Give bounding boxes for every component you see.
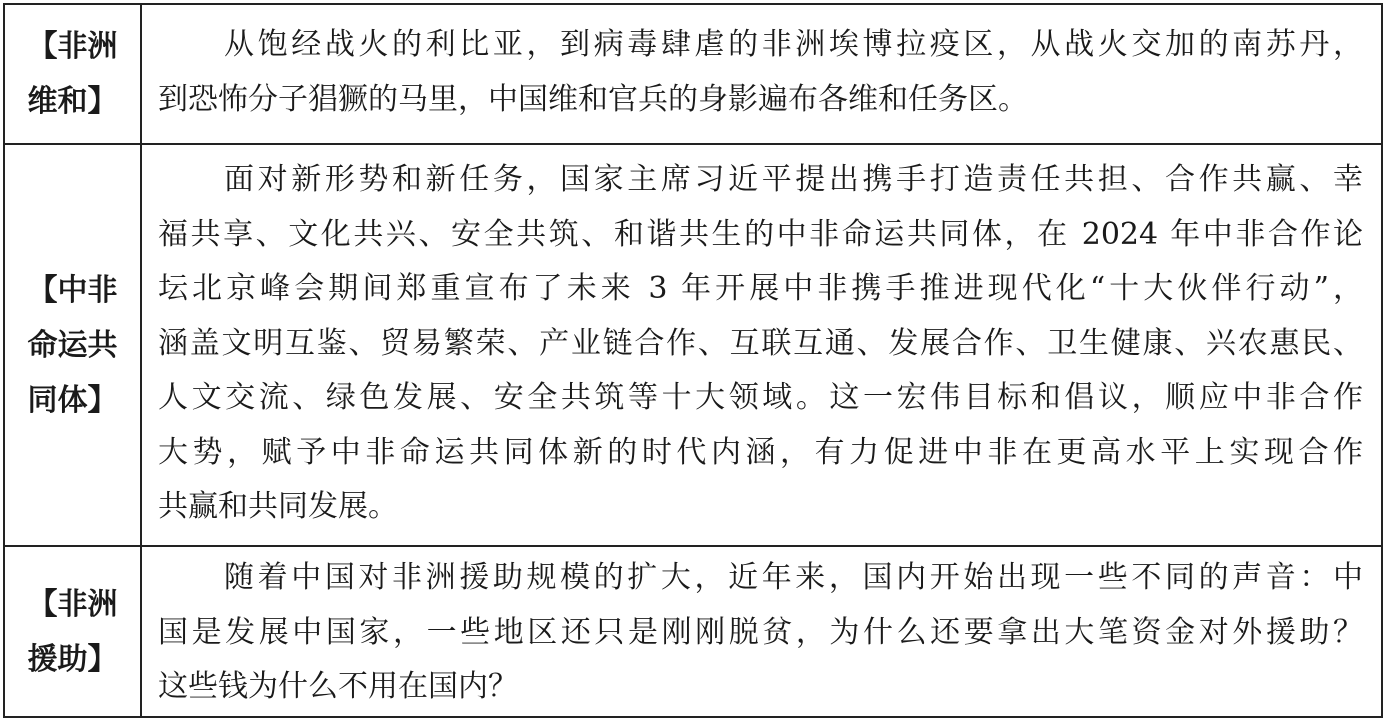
- row-label-line: 【非洲: [27, 29, 118, 64]
- paragraph-line: 坛北京峰会期间郑重宣布了未来 3 年开展中非携手推进现代化“十大伙伴行动”，: [158, 271, 1363, 306]
- row-paragraph: [142, 547, 1381, 716]
- row-label-line: 命运共: [27, 327, 118, 363]
- row-label: [5, 547, 142, 716]
- paragraph-line: 随着中国对非洲援助规模的扩大，近年来，国内开始出现一些不同的声音：中: [224, 560, 1363, 595]
- row-label-line: 【中非: [27, 272, 118, 308]
- paragraph-line: 到恐怖分子猖獗的马里，中国维和官兵的身影遍布各维和任务区。: [158, 81, 1028, 117]
- row-label: [5, 5, 142, 143]
- row-label-line: 同体】: [27, 382, 118, 418]
- material-table: [3, 3, 1383, 718]
- row-paragraph: [142, 5, 1381, 143]
- row-paragraph: [142, 145, 1381, 545]
- paragraph-line: 这些钱为什么不用在国内？: [158, 669, 518, 704]
- row-label-line: 维和】: [27, 84, 118, 119]
- paragraph-line: 从饱经战火的利比亚，到病毒肆虐的非洲埃博拉疫区，从战火交加的南苏丹，: [224, 27, 1363, 62]
- paragraph-line: 大势，赋予中非命运共同体新的时代内涵，有力促进中非在更高水平上实现合作: [158, 434, 1363, 470]
- row-label: [5, 145, 142, 545]
- paragraph-line: 涵盖文明互鉴、贸易繁荣、产业链合作、互联互通、发展合作、卫生健康、兴农惠民、: [158, 325, 1363, 361]
- row-label-line: 援助】: [27, 641, 118, 677]
- table-row-africa-aid: [5, 547, 1381, 716]
- paragraph-line: 面对新形势和新任务，国家主席习近平提出携手打造责任共担、合作共赢、幸: [224, 162, 1363, 197]
- paragraph-line: 共赢和共同发展。: [158, 489, 398, 524]
- paragraph-line: 福共享、文化共兴、安全共筑、和谐共生的中非命运共同体，在 2024 年中非合作论: [158, 216, 1363, 252]
- table-row-china-africa-community: [5, 145, 1381, 547]
- paragraph-line: 人文交流、绿色发展、安全共筑等十大领域。这一宏伟目标和倡议，顺应中非合作: [158, 380, 1363, 415]
- table-row-africa-peacekeeping: [5, 5, 1381, 145]
- row-label-line: 【非洲: [27, 586, 118, 622]
- paragraph-line: 国是发展中国家，一些地区还只是刚刚脱贫，为什么还要拿出大笔资金对外援助？: [158, 614, 1363, 650]
